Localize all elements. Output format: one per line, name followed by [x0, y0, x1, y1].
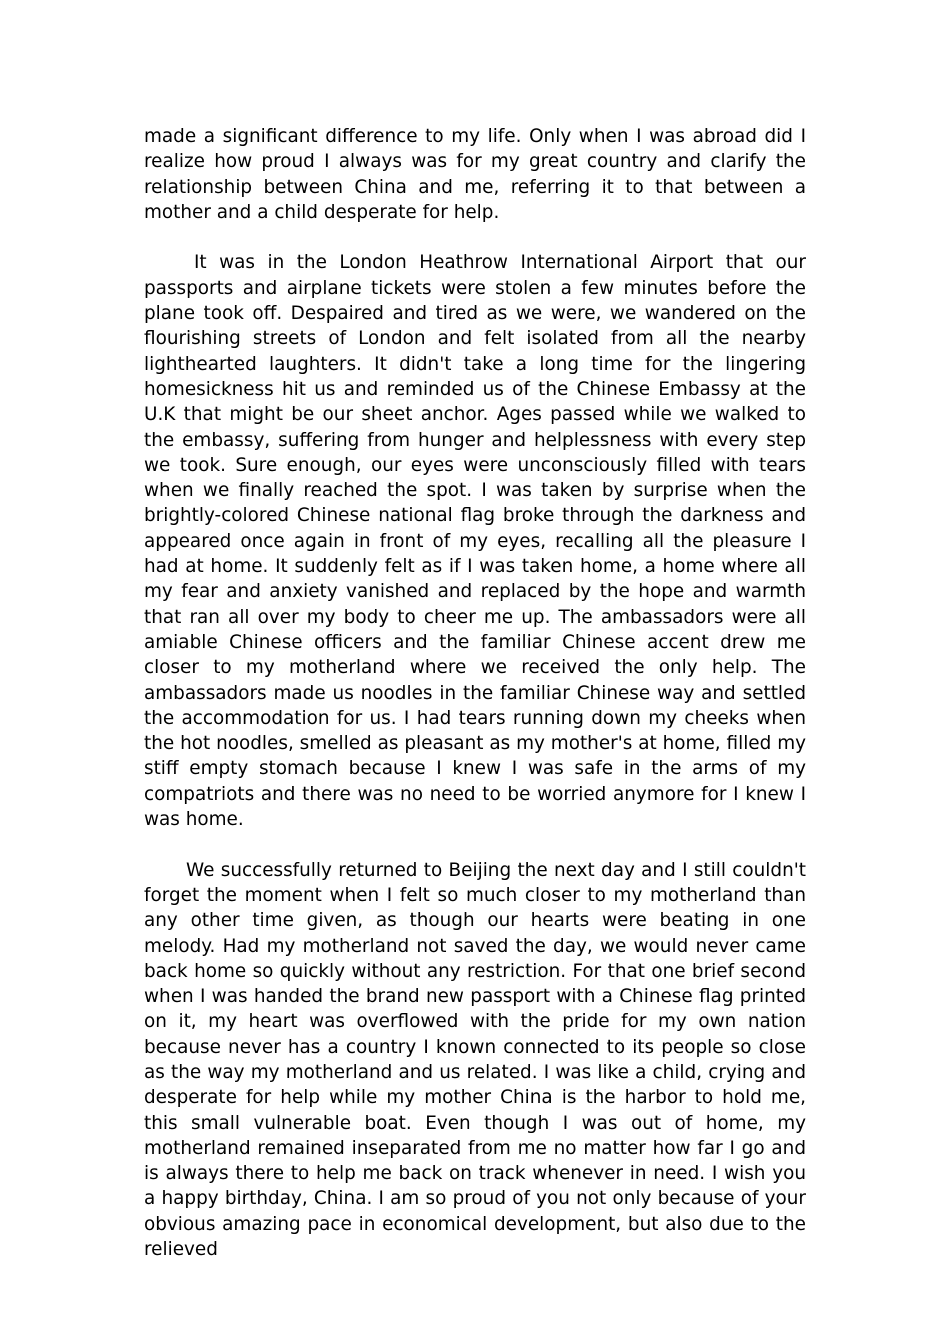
paragraph-continuation: made a significant difference to my life. Only when I was abroad did I realize how proud I always was for my great country and clarify the relationship between China and me, referring it to that between a mother and a child desperate for help. — [144, 126, 806, 223]
paragraph-return-home: We successfully returned to Beijing the next day and I still couldn't forget the moment when I felt so much closer to my motherland than any other time given, as though our hearts were beating in one melody. Had my motherland not saved the day, we would never came back home so quickly without any restriction. For that one brief second when I was handed the brand new passport with a Chinese flag printed on it, my heart was overflowed with the pride for my own nation because never has a country I known connected to its people so close as the way my motherland and us related. I was like a child, crying and desperate for help while my mother China is the harbor to hold me, this small vulnerable boat. Even though I was out of home, my motherland remained inseparated from me no matter how far I go and is always there to help me back on track whenever in need. I wish you a happy birthday, China. I am so proud of you not only because of your obvious amazing pace in economical development, but also due to the relieved — [144, 859, 806, 1261]
body-text — [144, 124, 806, 1262]
paragraph-airport-story: It was in the London Heathrow International Airport that our passports and airplane tickets were stolen a few minutes before the plane took off. Despaired and tired as we were, we wandered on the flourishing streets of London and felt isolated from all the nearby lighthearted laughters. It didn't take a long time for the lingering homesickness hit us and reminded us of the Chinese Embassy at the U.K that might be our sheet anchor. Ages passed while we walked to the embassy, suffering from hunger and helplessness with every step we took. Sure enough, our eyes were unconsciously filled with tears when we finally reached the spot. I was taken by surprise when the brightly-colored Chinese national flag broke through the darkness and appeared once again in front of my eyes, recalling all the pleasure I had at home. It suddenly felt as if I was taken home, a home where all my fear and anxiety vanished and replaced by the hope and warmth that ran all over my body to cheer me up. The ambassadors were all amiable Chinese officers and the familiar Chinese accent drew me closer to my motherland where we received the only help. The ambassadors made us noodles in the familiar Chinese way and settled the accommodation for us. I had tears running down my cheeks when the hot noodles, smelled as pleasant as my mother's at home, filled my stiff empty stomach because I knew I was safe in the arms of my compatriots and there was no need to be worried anymore for I knew I was home. — [144, 252, 806, 831]
